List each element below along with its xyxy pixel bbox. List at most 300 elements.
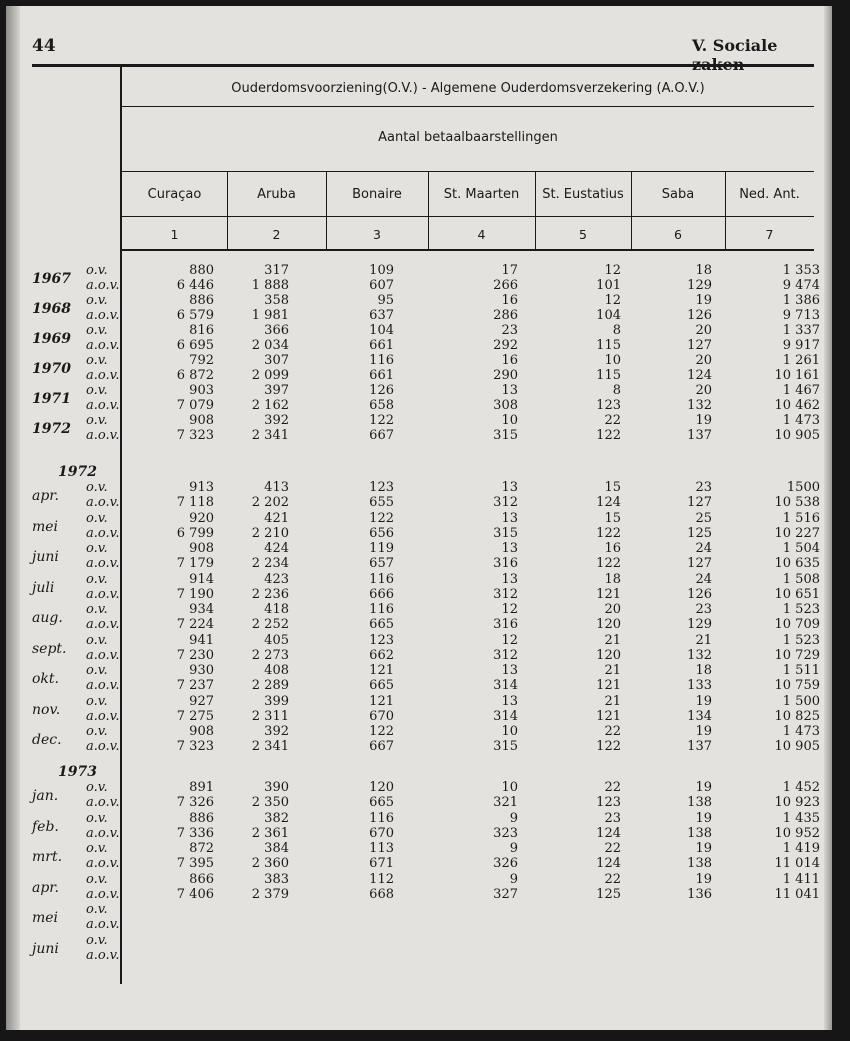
cell-value: 123 (596, 795, 621, 810)
cell-value: 10 651 (774, 586, 820, 602)
cell-value: 607 (369, 278, 394, 293)
cell-value: 8 (612, 323, 621, 338)
column-number-3: 3 (373, 227, 381, 242)
cell-value: 9 (509, 871, 518, 887)
cell-value: 383 (264, 871, 289, 887)
cell-value: 317 (264, 263, 289, 278)
cell-value: 13 (501, 663, 518, 678)
row-label: o.v. (86, 663, 108, 678)
cell-value: 121 (596, 678, 621, 693)
cell-value: 670 (369, 708, 394, 724)
document-page (6, 6, 832, 1030)
cell-value: 123 (369, 480, 394, 495)
cell-value: 10 709 (774, 617, 820, 632)
cell-value: 21 (604, 632, 621, 648)
cell-value: 655 (369, 495, 394, 510)
cell-value: 880 (189, 263, 214, 278)
cell-value: 7 224 (176, 617, 214, 632)
cell-value: 886 (189, 293, 214, 308)
month-label: aug. (32, 610, 63, 626)
cell-value: 17 (501, 263, 518, 278)
cell-value: 667 (369, 739, 394, 754)
column-number-4: 4 (477, 227, 486, 242)
cell-value: 2 360 (251, 856, 289, 871)
cell-value: 6 695 (176, 338, 214, 353)
cell-value: 13 (501, 571, 518, 587)
chapter-title: V. Sociale (692, 36, 778, 55)
cell-value: 1 386 (782, 293, 820, 308)
cell-value: 1 411 (782, 871, 820, 887)
cell-value: 10 759 (774, 678, 820, 693)
cell-value: 1 353 (782, 263, 820, 278)
cell-value: 2 099 (251, 368, 289, 383)
month-label: mrt. (32, 849, 63, 865)
cell-value: 127 (687, 556, 712, 571)
cell-value: 23 (501, 323, 518, 338)
row-label: o.v. (86, 293, 108, 308)
subtitle-rule (122, 171, 814, 172)
cell-value: 122 (596, 739, 621, 754)
row-label: o.v. (86, 780, 108, 795)
cell-value: 120 (369, 780, 394, 795)
row-label: a.o.v. (86, 278, 120, 293)
column-number-5: 5 (579, 227, 587, 242)
cell-value: 866 (189, 871, 214, 887)
cell-value: 314 (493, 678, 518, 693)
cell-value: 13 (501, 693, 518, 709)
cell-value: 11 041 (774, 886, 820, 902)
cell-value: 10 635 (774, 556, 820, 571)
cell-value: 126 (369, 383, 394, 398)
cell-value: 126 (687, 586, 712, 602)
cell-value: 665 (369, 678, 394, 693)
row-label: o.v. (86, 413, 108, 428)
cell-value: 366 (264, 323, 289, 338)
cell-value: 19 (695, 810, 712, 826)
cell-value: 129 (687, 278, 712, 293)
cell-value: 7 395 (176, 856, 214, 871)
cell-value: 10 905 (774, 739, 820, 754)
cell-value: 418 (264, 602, 289, 617)
row-label: o.v. (86, 602, 108, 617)
column-name-rule (122, 216, 814, 217)
row-label: o.v. (86, 510, 108, 526)
cell-value: 16 (501, 293, 518, 308)
cell-value: 9 917 (782, 338, 820, 353)
cell-value: 18 (695, 663, 712, 678)
cell-value: 133 (687, 678, 712, 693)
cell-value: 2 210 (251, 525, 289, 541)
cell-value: 1 467 (782, 383, 820, 398)
cell-value: 913 (189, 480, 214, 495)
cell-value: 399 (264, 693, 289, 709)
cell-value: 19 (695, 724, 712, 739)
table-subtitle: Aantal betaalbaarstellingen (378, 130, 558, 145)
cell-value: 413 (264, 480, 289, 495)
cell-value: 941 (189, 632, 214, 648)
cell-value: 1 516 (782, 510, 820, 526)
cell-value: 315 (493, 739, 518, 754)
row-label: a.o.v. (86, 586, 120, 602)
cell-value: 6 446 (176, 278, 214, 293)
cell-value: 20 (695, 383, 712, 398)
cell-value: 19 (695, 693, 712, 709)
cell-value: 7 326 (176, 795, 214, 810)
cell-value: 6 799 (176, 525, 214, 541)
column-header-5: St. Eustatius (542, 187, 624, 202)
cell-value: 9 474 (782, 278, 820, 293)
month-label: juni (32, 549, 59, 565)
cell-value: 1 511 (782, 663, 820, 678)
cell-value: 816 (189, 323, 214, 338)
cell-value: 121 (596, 708, 621, 724)
cell-value: 1 452 (782, 780, 820, 795)
cell-value: 2 252 (251, 617, 289, 632)
cell-value: 292 (493, 338, 518, 353)
cell-value: 22 (604, 871, 621, 887)
row-label: o.v. (86, 541, 108, 556)
cell-value: 124 (596, 856, 621, 871)
cell-value: 116 (369, 571, 394, 587)
cell-value: 23 (695, 480, 712, 495)
cell-value: 18 (695, 263, 712, 278)
cell-value: 10 825 (774, 708, 820, 724)
cell-value: 122 (596, 428, 621, 443)
cell-value: 7 079 (176, 398, 214, 413)
cell-value: 16 (604, 541, 621, 556)
row-label: a.o.v. (86, 525, 120, 541)
header-rule (32, 64, 814, 67)
cell-value: 9 (509, 841, 518, 856)
cell-value: 323 (493, 825, 518, 841)
cell-value: 321 (493, 795, 518, 810)
cell-value: 121 (596, 586, 621, 602)
month-label: apr. (32, 488, 59, 504)
cell-value: 10 923 (774, 795, 820, 810)
cell-value: 19 (695, 871, 712, 887)
cell-value: 21 (604, 693, 621, 709)
cell-value: 908 (189, 541, 214, 556)
cell-value: 13 (501, 383, 518, 398)
cell-value: 2 034 (251, 338, 289, 353)
cell-value: 16 (501, 353, 518, 368)
cell-value: 116 (369, 602, 394, 617)
row-label: o.v. (86, 693, 108, 709)
cell-value: 19 (695, 413, 712, 428)
cell-value: 11 014 (774, 856, 820, 871)
cell-value: 1 981 (251, 308, 289, 323)
cell-value: 101 (596, 278, 621, 293)
cell-value: 2 202 (251, 495, 289, 510)
cell-value: 126 (687, 308, 712, 323)
cell-value: 122 (596, 525, 621, 541)
month-label: jan. (32, 788, 59, 804)
year-label: 1971 (32, 391, 71, 407)
cell-value: 667 (369, 428, 394, 443)
month-label: juli (32, 579, 55, 596)
cell-value: 316 (493, 556, 518, 571)
row-label: a.o.v. (86, 825, 120, 841)
cell-value: 315 (493, 428, 518, 443)
row-label: a.o.v. (86, 708, 120, 724)
cell-value: 9 (509, 810, 518, 826)
cell-value: 927 (189, 693, 214, 709)
cell-value: 109 (369, 263, 394, 278)
cell-value: 132 (687, 398, 712, 413)
cell-value: 408 (264, 663, 289, 678)
cell-value: 670 (369, 825, 394, 841)
row-label: o.v. (86, 480, 108, 495)
cell-value: 661 (369, 338, 394, 353)
cell-value: 10 (501, 780, 518, 795)
cell-value: 23 (604, 810, 621, 826)
year-label: 1972 (32, 421, 71, 437)
cell-value: 656 (369, 525, 394, 541)
year-label: 1970 (32, 361, 71, 377)
cell-value: 6 579 (176, 308, 214, 323)
column-header-7: Ned. Ant. (739, 187, 800, 202)
cell-value: 122 (596, 556, 621, 571)
cell-value: 22 (604, 841, 621, 856)
column-header-6: Saba (661, 187, 695, 202)
cell-value: 1 473 (782, 724, 820, 739)
cell-value: 20 (695, 353, 712, 368)
cell-value: 19 (695, 293, 712, 308)
cell-value: 315 (493, 525, 518, 541)
cell-value: 2 273 (251, 647, 289, 663)
row-label: a.o.v. (86, 678, 120, 693)
cell-value: 25 (695, 510, 712, 526)
row-label: o.v. (86, 724, 108, 739)
cell-value: 7 336 (176, 825, 214, 841)
cell-value: 95 (377, 293, 394, 308)
cell-value: 24 (695, 541, 712, 556)
cell-value: 123 (369, 632, 394, 648)
cell-value: 134 (687, 708, 712, 724)
cell-value: 15 (604, 480, 621, 495)
cell-value: 124 (596, 825, 621, 841)
cell-value: 908 (189, 724, 214, 739)
cell-value: 10 161 (774, 368, 820, 383)
cell-value: 10 (604, 353, 621, 368)
row-label: a.o.v. (86, 947, 120, 963)
cell-value: 886 (189, 810, 214, 826)
cell-value: 15 (604, 510, 621, 526)
month-label: juni (32, 940, 59, 957)
row-label: a.o.v. (86, 308, 120, 323)
cell-value: 423 (264, 571, 289, 587)
cell-value: 24 (695, 571, 712, 587)
cell-value: 397 (264, 383, 289, 398)
cell-value: 123 (596, 398, 621, 413)
cell-value: 113 (369, 841, 394, 856)
section-year-label: 1972 (58, 464, 97, 480)
cell-value: 308 (493, 398, 518, 413)
stub-column-divider (120, 67, 122, 984)
cell-value: 872 (189, 841, 214, 856)
cell-value: 10 729 (774, 647, 820, 663)
cell-value: 12 (501, 632, 518, 648)
cell-value: 2 350 (251, 795, 289, 810)
cell-value: 137 (687, 739, 712, 754)
cell-value: 914 (189, 571, 214, 587)
cell-value: 390 (264, 780, 289, 795)
page-edge-shadow (824, 6, 832, 1030)
cell-value: 290 (493, 368, 518, 383)
cell-value: 13 (501, 480, 518, 495)
column-header-2: Aruba (257, 187, 296, 202)
cell-value: 138 (687, 795, 712, 810)
cell-value: 657 (369, 556, 394, 571)
cell-value: 1 523 (782, 602, 820, 617)
row-label: o.v. (86, 902, 108, 917)
cell-value: 122 (369, 413, 394, 428)
cell-value: 2 361 (251, 825, 289, 841)
cell-value: 392 (264, 413, 289, 428)
cell-value: 658 (369, 398, 394, 413)
cell-value: 104 (369, 323, 394, 338)
cell-value: 7 230 (176, 647, 214, 663)
column-header-4: St. Maarten (443, 187, 520, 202)
cell-value: 18 (604, 571, 621, 587)
row-label: a.o.v. (86, 617, 120, 632)
column-header-1: Curaçao (147, 187, 202, 202)
cell-value: 112 (369, 871, 394, 887)
cell-value: 122 (369, 510, 394, 526)
cell-value: 7 179 (176, 556, 214, 571)
cell-value: 13 (501, 510, 518, 526)
cell-value: 2 289 (251, 678, 289, 693)
cell-value: 13 (501, 541, 518, 556)
column-number-1: 1 (170, 227, 179, 242)
month-label: mei (32, 518, 59, 535)
cell-value: 122 (369, 724, 394, 739)
cell-value: 137 (687, 428, 712, 443)
cell-value: 10 952 (774, 825, 820, 841)
cell-value: 665 (369, 617, 394, 632)
cell-value: 920 (189, 510, 214, 526)
cell-value: 19 (695, 841, 712, 856)
table-title: Ouderdomsvoorziening(O.V.) - Algemene Ouderdomsverzekering (A.O.V.) (231, 81, 705, 96)
cell-value: 7 237 (176, 678, 214, 693)
cell-value: 115 (596, 368, 621, 383)
cell-value: 124 (687, 368, 712, 383)
row-label: o.v. (86, 932, 108, 948)
cell-value: 903 (189, 383, 214, 398)
cell-value: 136 (687, 886, 712, 902)
year-label: 1969 (32, 331, 71, 347)
cell-value: 1 504 (782, 541, 820, 556)
column-number-rule (122, 249, 814, 251)
row-label: o.v. (86, 571, 108, 587)
cell-value: 7 275 (176, 708, 214, 724)
cell-value: 124 (596, 495, 621, 510)
cell-value: 138 (687, 825, 712, 841)
row-label: o.v. (86, 383, 108, 398)
cell-value: 891 (189, 780, 214, 795)
cell-value: 127 (687, 495, 712, 510)
cell-value: 382 (264, 810, 289, 826)
cell-value: 1 523 (782, 632, 820, 648)
cell-value: 7 323 (176, 739, 214, 754)
year-label: 1967 (32, 271, 71, 287)
cell-value: 424 (264, 541, 289, 556)
month-label: okt. (32, 671, 59, 687)
cell-value: 12 (604, 293, 621, 308)
cell-value: 121 (369, 663, 394, 678)
row-label: o.v. (86, 323, 108, 338)
row-label: a.o.v. (86, 795, 120, 810)
cell-value: 116 (369, 810, 394, 826)
cell-value: 7 190 (176, 586, 214, 602)
cell-value: 671 (369, 856, 394, 871)
cell-value: 2 234 (251, 556, 289, 571)
cell-value: 19 (695, 780, 712, 795)
column-number-7: 7 (765, 227, 774, 242)
row-label: o.v. (86, 353, 108, 368)
cell-value: 405 (264, 632, 289, 648)
month-label: mei (32, 910, 59, 926)
page-number: 44 (32, 36, 56, 56)
cell-value: 125 (687, 525, 712, 541)
month-label: sept. (32, 640, 67, 657)
cell-value: 1 508 (782, 571, 820, 587)
cell-value: 7 323 (176, 428, 214, 443)
cell-value: 2 341 (251, 739, 289, 754)
cell-value: 1 435 (782, 810, 820, 826)
column-header-3: Bonaire (352, 187, 402, 202)
cell-value: 121 (369, 693, 394, 709)
page-spine-shadow (6, 6, 20, 1030)
cell-value: 119 (369, 541, 394, 556)
cell-value: 266 (493, 278, 518, 293)
cell-value: 1 473 (782, 413, 820, 428)
cell-value: 10 227 (774, 525, 820, 541)
row-label: a.o.v. (86, 856, 120, 871)
month-label: feb. (32, 818, 59, 835)
cell-value: 22 (604, 724, 621, 739)
cell-value: 637 (369, 308, 394, 323)
cell-value: 668 (369, 886, 394, 902)
cell-value: 307 (264, 353, 289, 368)
cell-value: 661 (369, 368, 394, 383)
column-number-6: 6 (674, 227, 682, 242)
cell-value: 127 (687, 338, 712, 353)
cell-value: 312 (493, 586, 518, 602)
cell-value: 6 872 (176, 368, 214, 383)
row-label: a.o.v. (86, 556, 120, 571)
cell-value: 1 500 (782, 693, 820, 709)
row-label: a.o.v. (86, 886, 120, 902)
cell-value: 104 (596, 308, 621, 323)
cell-value: 20 (604, 602, 621, 617)
cell-value: 792 (189, 353, 214, 368)
cell-value: 10 (501, 724, 518, 739)
month-label: nov. (32, 701, 61, 718)
cell-value: 9 713 (782, 308, 820, 323)
cell-value: 132 (687, 647, 712, 663)
month-label: apr. (32, 879, 59, 896)
row-label: a.o.v. (86, 647, 120, 663)
cell-value: 286 (493, 308, 518, 323)
row-label: o.v. (86, 841, 108, 856)
row-label: o.v. (86, 871, 108, 887)
cell-value: 1 888 (251, 278, 289, 293)
cell-value: 115 (596, 338, 621, 353)
cell-value: 314 (493, 708, 518, 724)
cell-value: 22 (604, 780, 621, 795)
cell-value: 10 462 (774, 398, 820, 413)
